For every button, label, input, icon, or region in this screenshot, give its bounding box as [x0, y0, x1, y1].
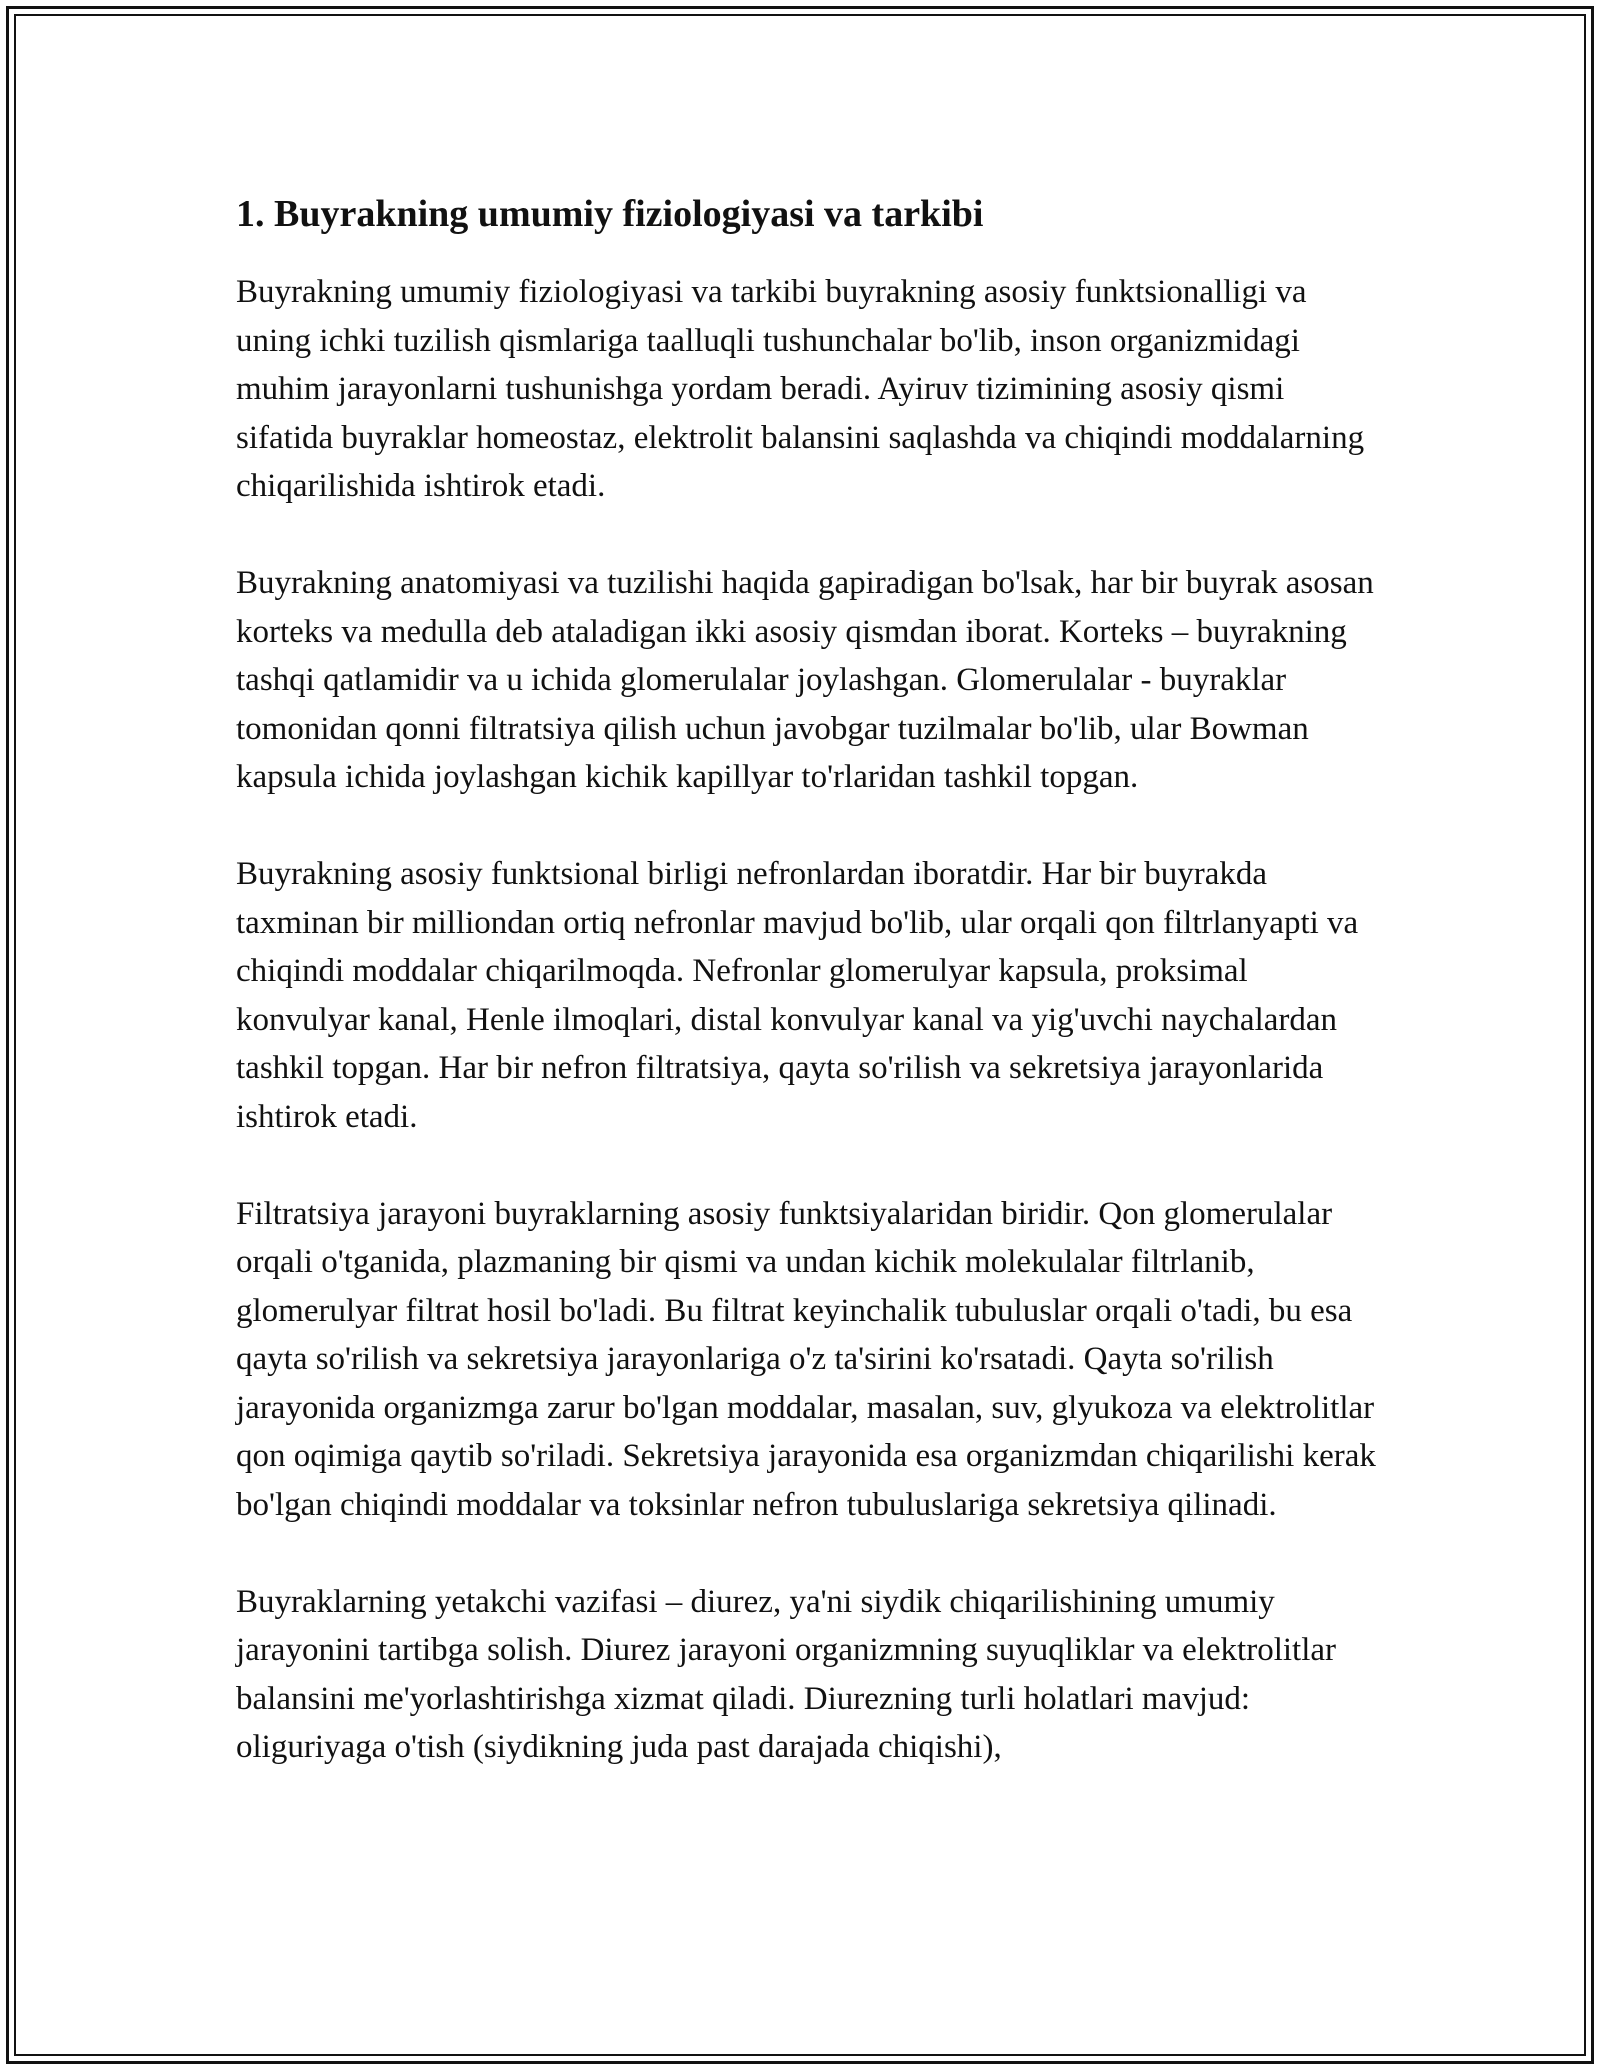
- paragraph: Buyraklarning yetakchi vazifasi – diurez, ya'ni siydik chiqarilishining umumiy jarayonini tartibga solish. Diurez jarayoni organizmning suyuqliklar va elektrolitlar balansini me'yorlashtirishga xizmat qiladi. Diurezning turli holatlari mavjud: oliguriyaga o'tish (siydikning juda past darajada chiqishi),: [236, 1583, 1337, 1765]
- paragraph: Buyrakning anatomiyasi va tuzilishi haqida gapiradigan bo'lsak, har bir buyrak asosan korteks va medulla deb ataladigan ikki asosiy qismdan iborat. Korteks – buyrakning tashqi qatlamidir va u ichida glomerulalar joylashgan. Glomerulalar - buyraklar tomonidan qonni filtratsiya qilish uchun javobgar tuzilmalar bo'lib, ular Bowman kapsula ichida joylashgan kichik kapillyar to'rlaridan tashkil topgan.: [236, 565, 1374, 795]
- paragraph: Buyrakning umumiy fiziologiyasi va tarkibi buyrakning asosiy funktsionalligi va uning ichki tuzilish qismlariga taalluqli tushunchalar bo'lib, inson organizmidagi muhim jarayonlarni tushunishga yordam beradi. Ayiruv tizimining asosiy qismi sifatida buyraklar homeostaz, elektrolit balansini saqlashda va chiqindi moddalarning chiqarilishida ishtirok etadi.: [236, 274, 1365, 504]
- document-body: [236, 188, 1376, 1772]
- paragraph: Buyrakning asosiy funktsional birligi nefronlardan iboratdir. Har bir buyrakda taxminan bir milliondan ortiq nefronlar mavjud bo'lib, ular orqali qon filtrlanyapti va chiqindi moddalar chiqarilmoqda. Nefronlar glomerulyar kapsula, proksimal konvulyar kanal, Henle ilmoqlari, distal konvulyar kanal va yig'uvchi naychalardan tashkil topgan. Har bir nefron filtratsiya, qayta so'rilish va sekretsiya jarayonlarida ishtirok etadi.: [236, 856, 1359, 1135]
- section-heading: 1. Buyrakning umumiy fiziologiyasi va tarkibi: [236, 193, 984, 235]
- paragraph: Filtratsiya jarayoni buyraklarning asosiy funktsiyalaridan biridir. Qon glomerulalar orqali o'tganida, plazmaning bir qismi va undan kichik molekulalar filtrlanib, glomerulyar filtrat hosil bo'ladi. Bu filtrat keyinchalik tubuluslar orqali o'tadi, bu esa qayta so'rilish va sekretsiya jarayonlariga o'z ta'sirini ko'rsatadi. Qayta so'rilish jarayonida organizmga zarur bo'lgan moddalar, masalan, suv, glyukoza va elektrolitlar qon oqimiga qaytib so'riladi. Sekretsiya jarayonida esa organizmdan chiqarilishi kerak bo'lgan chiqindi moddalar va toksinlar nefron tubuluslariga sekretsiya qilinadi.: [236, 1195, 1376, 1523]
